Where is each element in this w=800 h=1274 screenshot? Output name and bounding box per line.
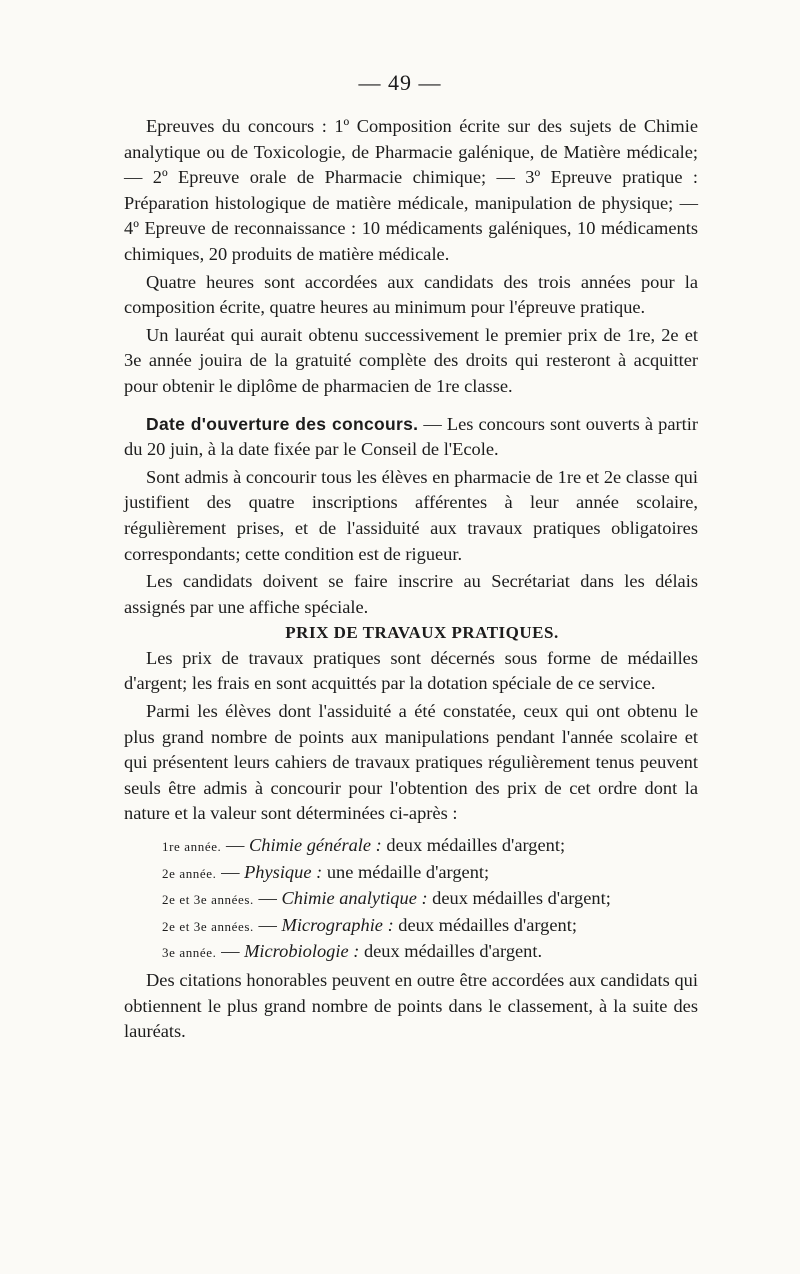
paragraph-conditions: Parmi les élèves dont l'assiduité a été constatée, ceux qui ont obtenu le plus grand nombre de points aux manipulations pendant l'année scolaire et qui présentent leurs cahiers de travaux pratiques régulièrement tenus peuvent seuls être admis à concourir pour l'obtention des prix de cet ordre dont la nature et la valeur sont déterminées ci-après : [124,701,698,824]
paragraph-ouverture [124,412,698,463]
paragraph-duree: Quatre heures sont accordées aux candidats des trois années pour la composition écrite, quatre heures au minimum pour l'épreuve pratique. [124,271,698,318]
paragraph-citations: Des citations honorables peuvent en outre être accordées aux candidats qui obtiennent le plus grand nombre de points dans le classement, à la suite des lauréats. [124,970,698,1042]
heading-date-ouverture: Date d'ouverture des concours. [146,413,419,434]
paragraph-prix: Les prix de travaux pratiques sont décernés sous forme de médailles d'argent; les frais en sont acquittés par la dotation spéciale de ce service. [124,647,698,694]
prize-item: 1re année. — Chimie générale : deux médailles d'argent; [162,835,566,856]
page-number: — 49 — [358,70,442,95]
page-body [124,114,698,1045]
paragraph-inscription: Les candidats doivent se faire inscrire au Secrétariat dans les délais assignés par une affiche spéciale. [124,571,698,617]
section-title: PRIX DE TRAVAUX PRATIQUES. [285,623,559,643]
prize-item: 3e année. — Microbiologie : deux médailles d'argent. [162,941,543,962]
prize-item: 2e et 3e années. — Micrographie : deux médailles d'argent; [162,914,577,935]
paragraph-ouverture-text: — Les concours sont ouverts à partir du 20 juin, à la date fixée par le Conseil de l'Ecole. [124,413,698,460]
prize-list [124,833,698,966]
prize-item: 2e et 3e années. — Chimie analytique : deux médailles d'argent; [162,888,611,909]
prize-item: 2e année. — Physique : une médaille d'argent; [162,861,490,882]
paragraph-laureat: Un lauréat qui aurait obtenu successivement le premier prix de 1re, 2e et 3e année jouira de la gratuité complète des droits qui resteront à acquitter pour obtenir le diplôme de pharmacien de 1re classe. [124,324,698,396]
paragraph-admission: Sont admis à concourir tous les élèves en pharmacie de 1re et 2e classe qui justifient des quatre inscriptions afférentes à leur année scolaire, régulièrement prises, et de l'assiduité aux travaux pratiques obligatoires correspondants; cette condition est de rigueur. [124,466,698,564]
paragraph-epreuves: Epreuves du concours : 1º Composition écrite sur des sujets de Chimie analytique ou de Toxicologie, de Pharmacie galénique, de Matière médicale; — 2º Epreuve orale de Pharmacie chimique; — 3º Epreuve pratique : Préparation histologique de matière médicale, manipulation de physique; — 4º Epreuve de reconnaissance : 10 médicaments galéniques, 10 médicaments chimiques, 20 produits de matière médicale. [124,116,698,264]
